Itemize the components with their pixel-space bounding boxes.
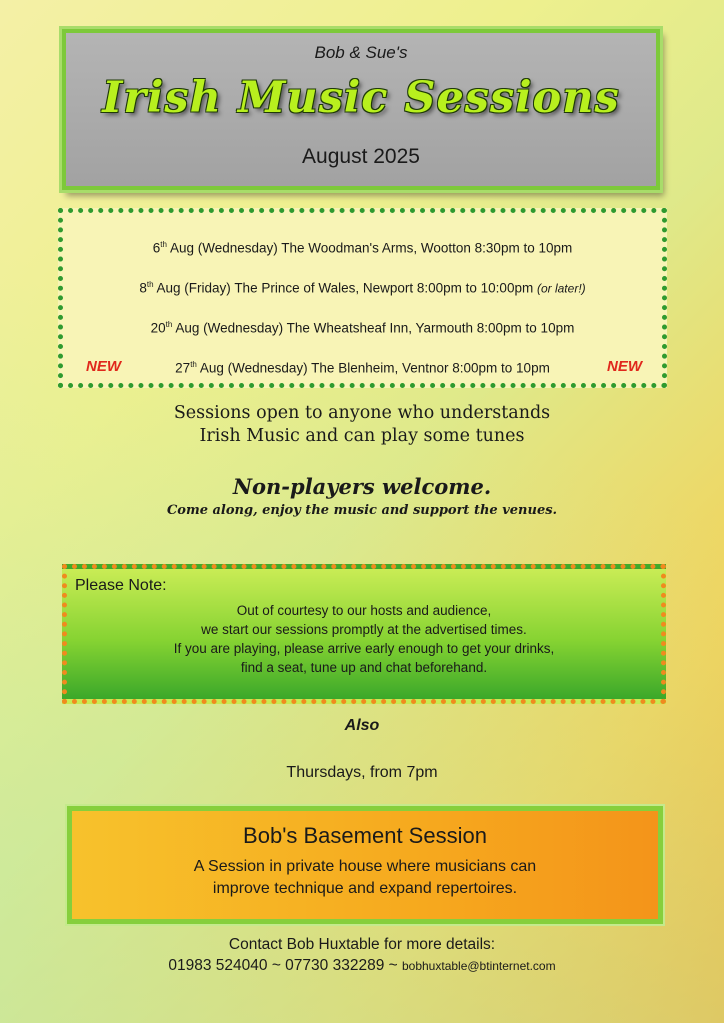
session-row: 27th Aug (Wednesday) The Blenheim, Ventnor 8:00pm to 10pm bbox=[175, 360, 550, 376]
basement-box bbox=[67, 806, 663, 924]
header-pretitle: Bob & Sue's bbox=[314, 43, 408, 62]
also-label: Also bbox=[344, 717, 380, 734]
intro-text bbox=[0, 402, 724, 448]
session-row: 6th Aug (Wednesday) The Woodman's Arms, Wootton 8:30pm to 10pm bbox=[152, 240, 573, 256]
welcome-subtitle: Come along, enjoy the music and support the venues. bbox=[166, 503, 558, 518]
basement-text bbox=[72, 856, 658, 900]
note-line: Out of courtesy to our hosts and audience, bbox=[236, 603, 492, 618]
intro-line: Sessions open to anyone who understands bbox=[173, 403, 551, 423]
new-badge-right: NEW bbox=[607, 358, 642, 375]
basement-line: A Session in private house where musicians can bbox=[193, 858, 537, 875]
basement-title: Bob's Basement Session bbox=[243, 823, 487, 848]
note-heading: Please Note: bbox=[75, 577, 167, 594]
note-box bbox=[62, 564, 666, 704]
thursdays-label: Thursdays, from 7pm bbox=[286, 764, 438, 781]
note-line: we start our sessions promptly at the advertised times. bbox=[201, 622, 527, 637]
note-line: If you are playing, please arrive early enough to get your drinks, bbox=[173, 641, 555, 656]
contact-line: Contact Bob Huxtable for more details: bbox=[228, 936, 496, 953]
note-body bbox=[67, 601, 661, 677]
session-note: (or later!) bbox=[536, 281, 586, 296]
page-title: Irish Music Sessions bbox=[102, 73, 620, 123]
welcome-heading: Non-players welcome. bbox=[232, 474, 492, 499]
contact-phones bbox=[0, 957, 724, 975]
intro-line: Irish Music and can play some tunes bbox=[199, 426, 525, 446]
header-date: August 2025 bbox=[302, 145, 420, 168]
phone-numbers: 01983 524040 ~ 07730 332289 ~ bbox=[168, 957, 402, 974]
new-badge-left: NEW bbox=[86, 358, 121, 375]
note-line: find a seat, tune up and chat beforehand. bbox=[240, 660, 488, 675]
sessions-box bbox=[58, 208, 667, 388]
session-row: 8th Aug (Friday) The Prince of Wales, Newport 8:00pm to 10:00pm (or later!) bbox=[139, 280, 586, 296]
basement-line: improve technique and expand repertoires. bbox=[212, 880, 518, 897]
header-panel bbox=[62, 29, 660, 190]
session-row: 20th Aug (Wednesday) The Wheatsheaf Inn, Yarmouth 8:00pm to 10pm bbox=[150, 320, 575, 336]
contact-email: bobhuxtable@btinternet.com bbox=[401, 959, 556, 973]
